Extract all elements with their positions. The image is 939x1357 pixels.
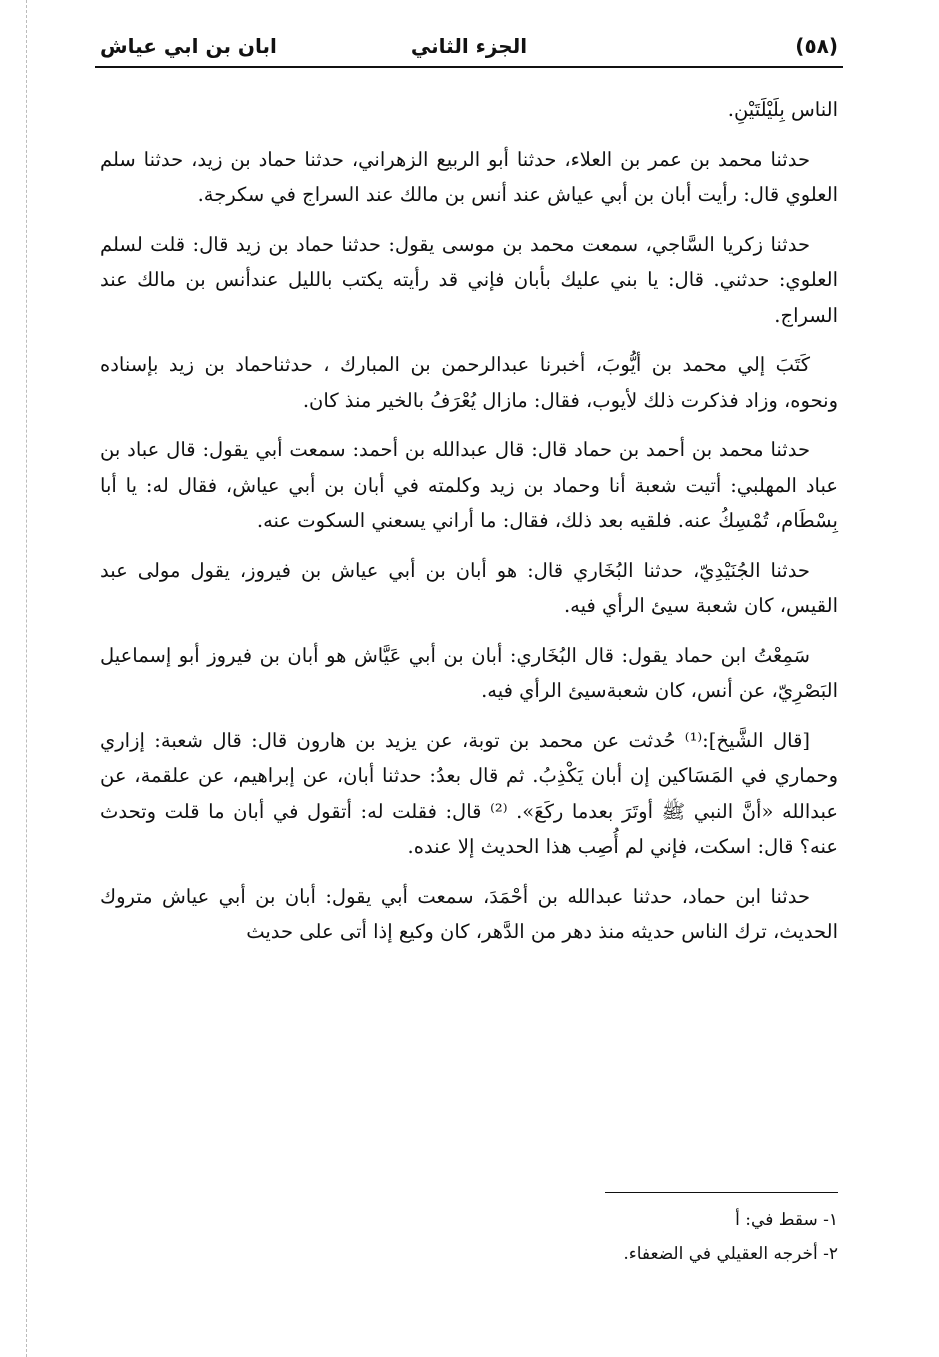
paragraph: حدثنا ابن حماد، حدثنا عبدالله بن أحْمَدَ، سمعت أبي يقول: أبان بن أبي عياش متروك الحديث، ترك الناس حديثه منذ دهر من الدَّهر، كان وكيع إذا أتى على حديث xyxy=(100,884,838,943)
page-header xyxy=(95,26,843,66)
paragraph: [قال الشَّيخ]:⁽¹⁾ حُدثت عن محمد بن توبة، عن يزيد بن هارون قال: قال شعبة: إزاري وحماري في المَسَاكين إن أبان يَكْذِبُ. ثم قال بعدُ: حدثنا أبان، عن إبراهيم، عن علقمة، عن عبدالله «أنَّ النبي ﷺ أوتَرَ بعدما ركَعَ». ⁽²⁾ قال: فقلت له: أتقول في أبان ما قلت وتحدث عنه؟ قال: اسكت، فإني لم أُصِب هذا الحديث إلا عنده. xyxy=(100,728,838,858)
paragraph: حدثنا محمد بن أحمد بن حماد قال: قال عبدالله بن أحمد: سمعت أبي يقول: قال عباد بن عباد المهلبي: أتيت شعبة أنا وحماد بن زيد وكلمته في أبان بن أبي عياش، فقال له: يا أبا بِسْطَام، تُمْسِكُ عنه. فلقيه بعد ذلك، فقال: ما أراني يسعني السكوت عنه. xyxy=(100,438,838,532)
paragraph: كَتَبَ إلي محمد بن أيُّوبَ، أخبرنا عبدالرحمن بن المبارك ، حدثناحماد بن زيد بإسناده ونحوه، وزاد فذكرت ذلك لأيوب، فقال: مازال يُعْرَفُ بالخير منذ كان. xyxy=(100,353,838,412)
paragraph: سَمِعْتُ ابن حماد يقول: قال البُخَاري: أبان بن أبي عَيَّاش هو أبان بن فيروز أبو إسماعيل البَصْرِيّ، عن أنس، كان شعبةسيئ الرأي فيه. xyxy=(100,643,838,702)
footnotes xyxy=(100,1203,838,1271)
footnote-item: ٢- أخرجه العقيلي في الضعفاء. xyxy=(623,1244,838,1264)
paragraph: حدثنا محمد بن عمر بن العلاء، حدثنا أبو الربيع الزهراني، حدثنا حماد بن زيد، حدثنا سلم العلوي قال: رأيت أبان بن أبي عياش عند أنس بن مالك عند السراج في سكرجة. xyxy=(100,147,838,206)
main-text xyxy=(100,92,838,964)
entry-running-title: ابان بن ابي عياش xyxy=(100,34,277,58)
volume-title: الجزء الثاني xyxy=(410,34,528,58)
margin-guide-line xyxy=(26,0,27,1357)
page-number: (٥٨) xyxy=(795,34,838,58)
paragraph: الناس بِلَيْلَتَيْنِ. xyxy=(727,98,838,121)
footnote-item: ١- سقط في: أ xyxy=(735,1210,838,1230)
header-divider xyxy=(95,66,843,68)
footnote-divider xyxy=(605,1192,838,1193)
paragraph: حدثنا زكريا السَّاجي، سمعت محمد بن موسى يقول: حدثنا حماد بن زيد قال: قلت لسلم العلوي: حدثني. قال: يا بني عليك بأبان فإني قد رأيته يكتب بالليل عندأنس بن مالك عند السراج. xyxy=(100,232,838,327)
paragraph: حدثنا الجُنَيْدِيّ، حدثنا البُخَاري قال: هو أبان بن أبي عياش بن فيروز، يقول مولى عبد القيس، كان شعبة سيئ الرأي فيه. xyxy=(100,558,838,617)
